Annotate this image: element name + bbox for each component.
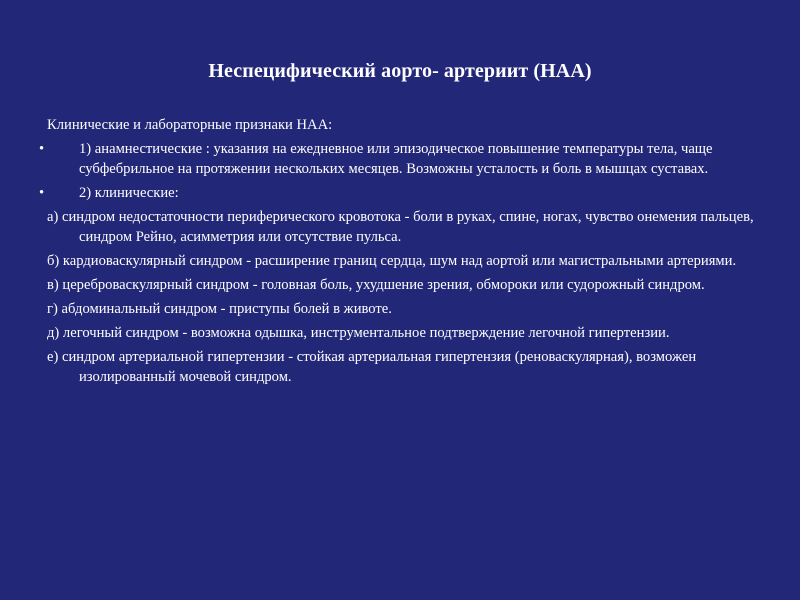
slide-title: Неспецифический аорто- артериит (НАА) — [208, 60, 592, 82]
slide-content — [39, 115, 777, 391]
bullet-text: 1) анамнестические : указания на ежедневное или эпизодическое повышение температуры тела, чаще субфебрильное на протяжении нескольких месяцев. Возможны усталость и боль в мышцах суставах. — [79, 141, 713, 177]
item-abdominal-syndrome: г) абдоминальный синдром - приступы болей в животе. — [47, 301, 392, 317]
bullet-anamnestic — [39, 139, 777, 179]
item-peripheral-syndrome: а) синдром недостаточности периферического кровотока - боли в руках, спине, ногах, чувство онемения пальцев, синдром Рейно, асимметрия или отсутствие пульса. — [47, 209, 754, 245]
bullet-text: 2) клинические: — [79, 185, 179, 201]
bullet-clinical — [39, 183, 777, 203]
item-cardiovascular-syndrome: б) кардиоваскулярный синдром - расширение границ сердца, шум над аортой или магистральными артериями. — [47, 253, 737, 269]
item-pulmonary-syndrome: д) легочный синдром - возможна одышка, инструментальное подтверждение легочной гипертензии. — [47, 325, 670, 341]
bullet-dot-icon: • — [39, 185, 45, 201]
item-cerebrovascular-syndrome: в) цереброваскулярный синдром - головная боль, ухудшение зрения, обмороки или судорожный синдром. — [47, 277, 705, 293]
bullet-dot-icon: • — [39, 141, 45, 157]
item-hypertension-syndrome: е) синдром артериальной гипертензии - стойкая артериальная гипертензия (реноваскулярная), возможен изолированный мочевой синдром. — [47, 349, 697, 385]
intro-text: Клинические и лабораторные признаки НАА: — [47, 117, 333, 133]
